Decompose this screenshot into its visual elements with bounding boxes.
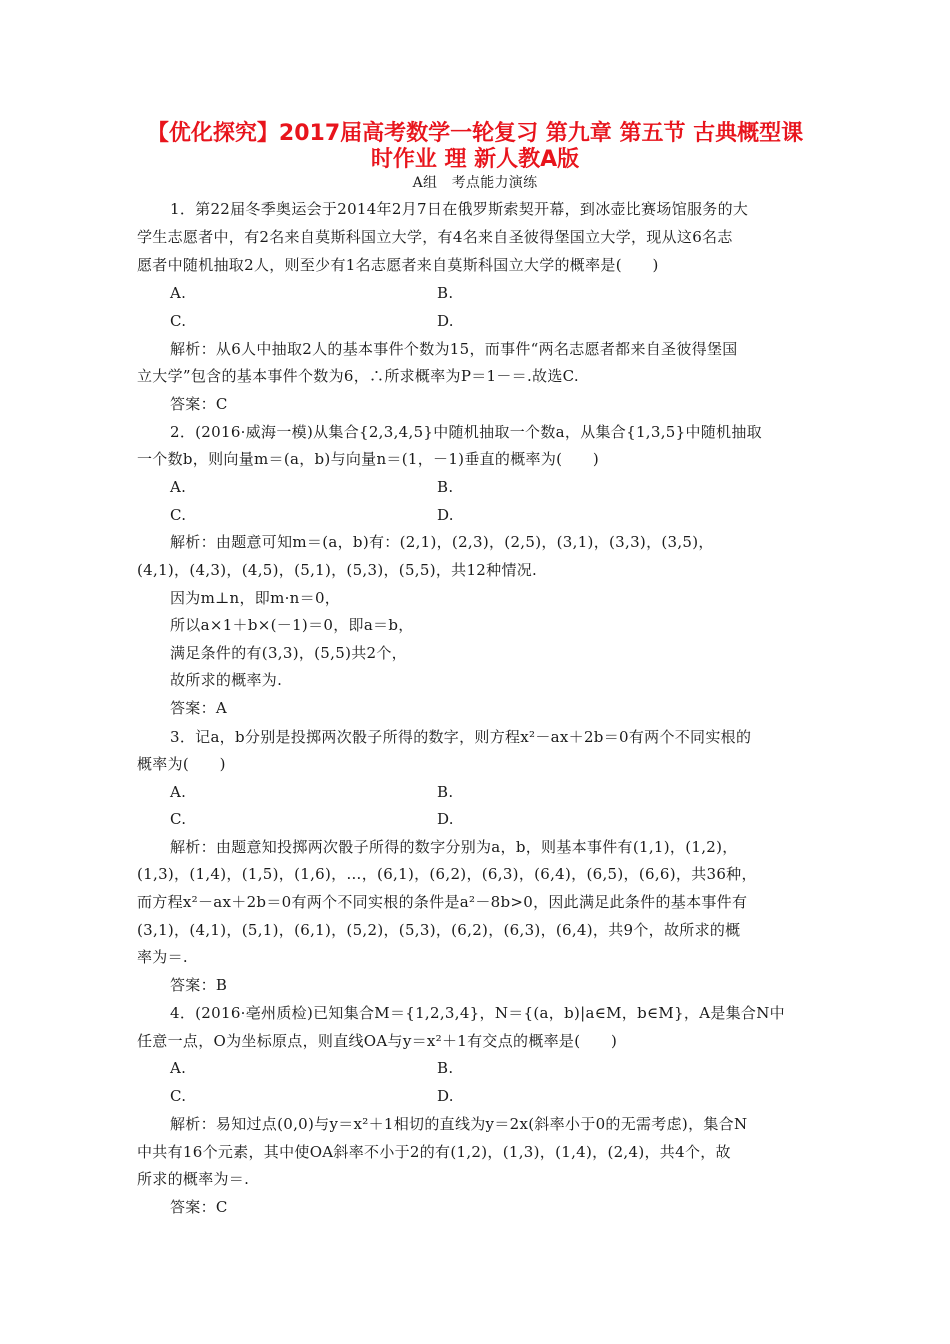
q4-solution-line-3: 所求的概率为＝. bbox=[137, 1170, 250, 1188]
q2-solution-line-4: 所以a×1＋b×(－1)＝0，即a＝b， bbox=[170, 616, 414, 634]
q2-answer: 答案：A bbox=[170, 699, 228, 717]
title-line-2: 时作业 理 新人教A版 bbox=[370, 147, 580, 172]
q3-option-b: B. bbox=[437, 783, 454, 801]
q2-solution-line-5: 满足条件的有(3,3)，(5,5)共2个， bbox=[170, 644, 407, 662]
q1-stem-line-2: 学生志愿者中，有2名来自莫斯科国立大学，有4名来自圣彼得堡国立大学，现从这6名志 bbox=[137, 228, 733, 246]
q3-solution-line-3: 而方程x²－ax＋2b＝0有两个不同实根的条件是a²－8b>0，因此满足此条件的基本事件有 bbox=[137, 893, 748, 911]
q2-option-c: C. bbox=[170, 506, 187, 524]
section-subtitle: A组 考点能力演练 bbox=[412, 175, 538, 191]
q4-solution-line-2: 中共有16个元素，其中使OA斜率不小于2的有(1,2)，(1,3)，(1,4)，(2,4)，共4个，故 bbox=[137, 1143, 731, 1161]
q3-stem-line-1: 3．记a，b分别是投掷两次骰子所得的数字，则方程x²－ax＋2b＝0有两个不同实根的 bbox=[170, 728, 752, 746]
q1-stem-line-1: 1．第22届冬季奥运会于2014年2月7日在俄罗斯索契开幕，到冰壶比赛场馆服务的大 bbox=[170, 200, 749, 218]
q2-stem-line-2: 一个数b，则向量m＝(a，b)与向量n＝(1，－1)垂直的概率为( ) bbox=[137, 450, 600, 468]
q2-solution-line-2: (4,1)，(4,3)，(4,5)，(5,1)，(5,3)，(5,5)，共12种情况. bbox=[137, 561, 538, 579]
q3-option-d: D. bbox=[437, 810, 454, 828]
q4-stem-line-2: 任意一点，O为坐标原点，则直线OA与y＝x²＋1有交点的概率是( ) bbox=[137, 1032, 618, 1050]
q3-solution-line-1: 解析：由题意知投掷两次骰子所得的数字分别为a，b，则基本事件有(1,1)，(1,2)， bbox=[170, 838, 738, 856]
q3-solution-line-4: (3,1)，(4,1)，(5,1)，(6,1)，(5,2)，(5,3)，(6,2)，(6,3)，(6,4)，共9个，故所求的概 bbox=[137, 921, 741, 939]
q1-stem-line-3: 愿者中随机抽取2人，则至少有1名志愿者来自莫斯科国立大学的概率是( ) bbox=[137, 256, 659, 274]
q1-option-b: B. bbox=[437, 284, 454, 302]
q4-option-a: A. bbox=[170, 1059, 187, 1077]
q2-option-b: B. bbox=[437, 478, 454, 496]
q3-stem-line-2: 概率为( ) bbox=[137, 755, 226, 773]
q2-solution-line-3: 因为m⊥n，即m·n＝0， bbox=[170, 589, 341, 607]
q4-option-d: D. bbox=[437, 1087, 454, 1105]
q4-answer: 答案：C bbox=[170, 1198, 228, 1216]
q1-option-d: D. bbox=[437, 312, 454, 330]
q3-solution-line-2: (1,3)，(1,4)，(1,5)，(1,6)，…，(6,1)，(6,2)，(6,3)，(6,4)，(6,5)，(6,6)，共36种， bbox=[137, 865, 757, 883]
q2-solution-line-1: 解析：由题意可知m＝(a，b)有：(2,1)，(2,3)，(2,5)，(3,1)，(3,3)，(3,5)， bbox=[170, 533, 714, 551]
q3-option-c: C. bbox=[170, 810, 187, 828]
q1-option-c: C. bbox=[170, 312, 187, 330]
q2-option-d: D. bbox=[437, 506, 454, 524]
q1-solution-line-2: 立大学”包含的基本事件个数为6，∴所求概率为P＝1－＝.故选C. bbox=[137, 367, 579, 385]
q3-solution-line-5: 率为＝. bbox=[137, 948, 188, 966]
q2-option-a: A. bbox=[170, 478, 187, 496]
q2-solution-line-6: 故所求的概率为. bbox=[170, 671, 283, 689]
q3-option-a: A. bbox=[170, 783, 187, 801]
q3-answer: 答案：B bbox=[170, 976, 228, 994]
q1-answer: 答案：C bbox=[170, 395, 228, 413]
q1-option-a: A. bbox=[170, 284, 187, 302]
q4-option-b: B. bbox=[437, 1059, 454, 1077]
q1-solution-line-1: 解析：从6人中抽取2人的基本事件个数为15，而事件“两名志愿者都来自圣彼得堡国 bbox=[170, 340, 738, 358]
title-line-1: 【优化探究】2017届高考数学一轮复习 第九章 第五节 古典概型课 bbox=[146, 121, 804, 146]
q4-solution-line-1: 解析：易知过点(0,0)与y＝x²＋1相切的直线为y＝2x(斜率小于0的无需考虑)，集合N bbox=[170, 1115, 748, 1133]
q4-option-c: C. bbox=[170, 1087, 187, 1105]
q2-stem-line-1: 2．(2016·威海一模)从集合{2,3,4,5}中随机抽取一个数a，从集合{1,3,5}中随机抽取 bbox=[170, 423, 762, 441]
q4-stem-line-1: 4．(2016·亳州质检)已知集合M＝{1,2,3,4}，N＝{(a，b)|a∈M，b∈M}，A是集合N中 bbox=[170, 1004, 785, 1022]
